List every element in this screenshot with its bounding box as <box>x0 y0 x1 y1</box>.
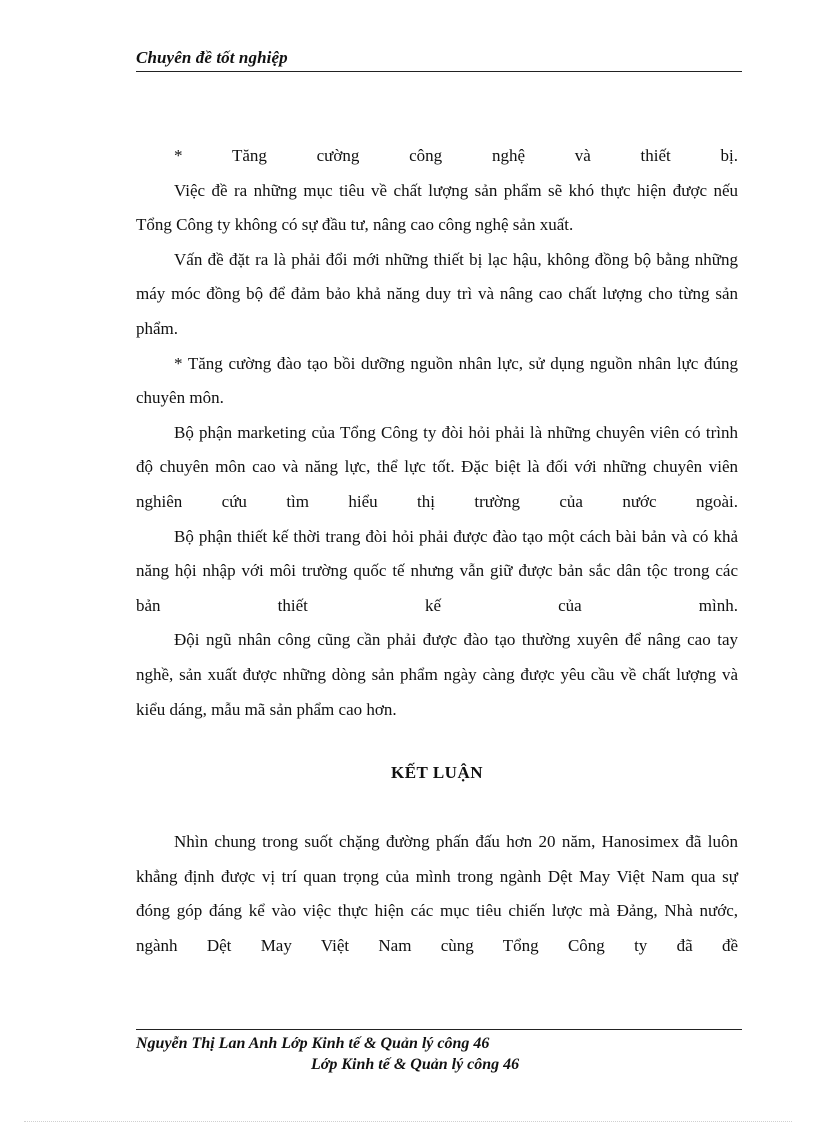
paragraph-equipment-renewal: Vấn đề đặt ra là phải đổi mới những thiết bị lạc hậu, không đồng bộ bằng những máy móc đồng bộ để đảm bảo khả năng duy trì và nâng cao chất lượng cho từng sản phẩm. <box>136 249 738 338</box>
page-header-title: Chuyên đề tốt nghiệp <box>136 48 288 67</box>
paragraph-investment: Việc đề ra những mục tiêu về chất lượng sản phẩm sẽ khó thực hiện được nếu Tổng Công ty không có sự đầu tư, nâng cao công nghệ sản xuất. <box>136 180 738 235</box>
footer-class-line: Lớp Kinh tế & Quản lý công 46 <box>311 1056 520 1073</box>
paragraph-workforce: Đội ngũ nhân công cũng cần phải được đào tạo thường xuyên để nâng cao tay nghề, sản xuất được những dòng sản phẩm ngày càng được yêu cầu về chất lượng và kiểu dáng, mẫu mã sản phẩm cao hơn. <box>136 630 738 719</box>
footer-author-line: Nguyễn Thị Lan Anh Lớp Kinh tế & Quản lý công 46 <box>136 1035 490 1052</box>
page-edge <box>24 1121 792 1122</box>
footer-rule <box>136 1029 742 1030</box>
body-text <box>136 139 738 727</box>
paragraph-marketing: Bộ phận marketing của Tổng Công ty đòi hỏi phải là những chuyên viên có trình độ chuyên môn cao và năng lực, thể lực tốt. Đặc biệt là đối với những chuyên viên nghiên cứu tìm hiểu thị trường của nước ngoài. <box>136 422 738 511</box>
conclusion-text <box>136 825 738 963</box>
paragraph-fashion-design: Bộ phận thiết kế thời trang đòi hỏi phải được đào tạo một cách bài bản và có khả năng hội nhập với môi trường quốc tế nhưng vẫn giữ được bản sắc dân tộc trong các bản thiết kế của mình. <box>136 526 738 615</box>
conclusion-heading: KẾT LUẬN <box>390 763 483 782</box>
header-rule <box>136 71 742 72</box>
paragraph-training-heading: * Tăng cường đào tạo bồi dưỡng nguồn nhân lực, sử dụng nguồn nhân lực đúng chuyên môn. <box>136 353 738 408</box>
paragraph-technology-heading: * Tăng cường công nghệ và thiết bị. <box>174 146 738 165</box>
paragraph-conclusion: Nhìn chung trong suốt chặng đường phấn đấu hơn 20 năm, Hanosimex đã luôn khẳng định được vị trí quan trọng của mình trong ngành Dệt May Việt Nam qua sự đóng góp đáng kể vào việc thực hiện các mục tiêu chiến lược mà Đảng, Nhà nước, ngành Dệt May Việt Nam cùng Tổng Công ty đã đề <box>136 832 738 955</box>
